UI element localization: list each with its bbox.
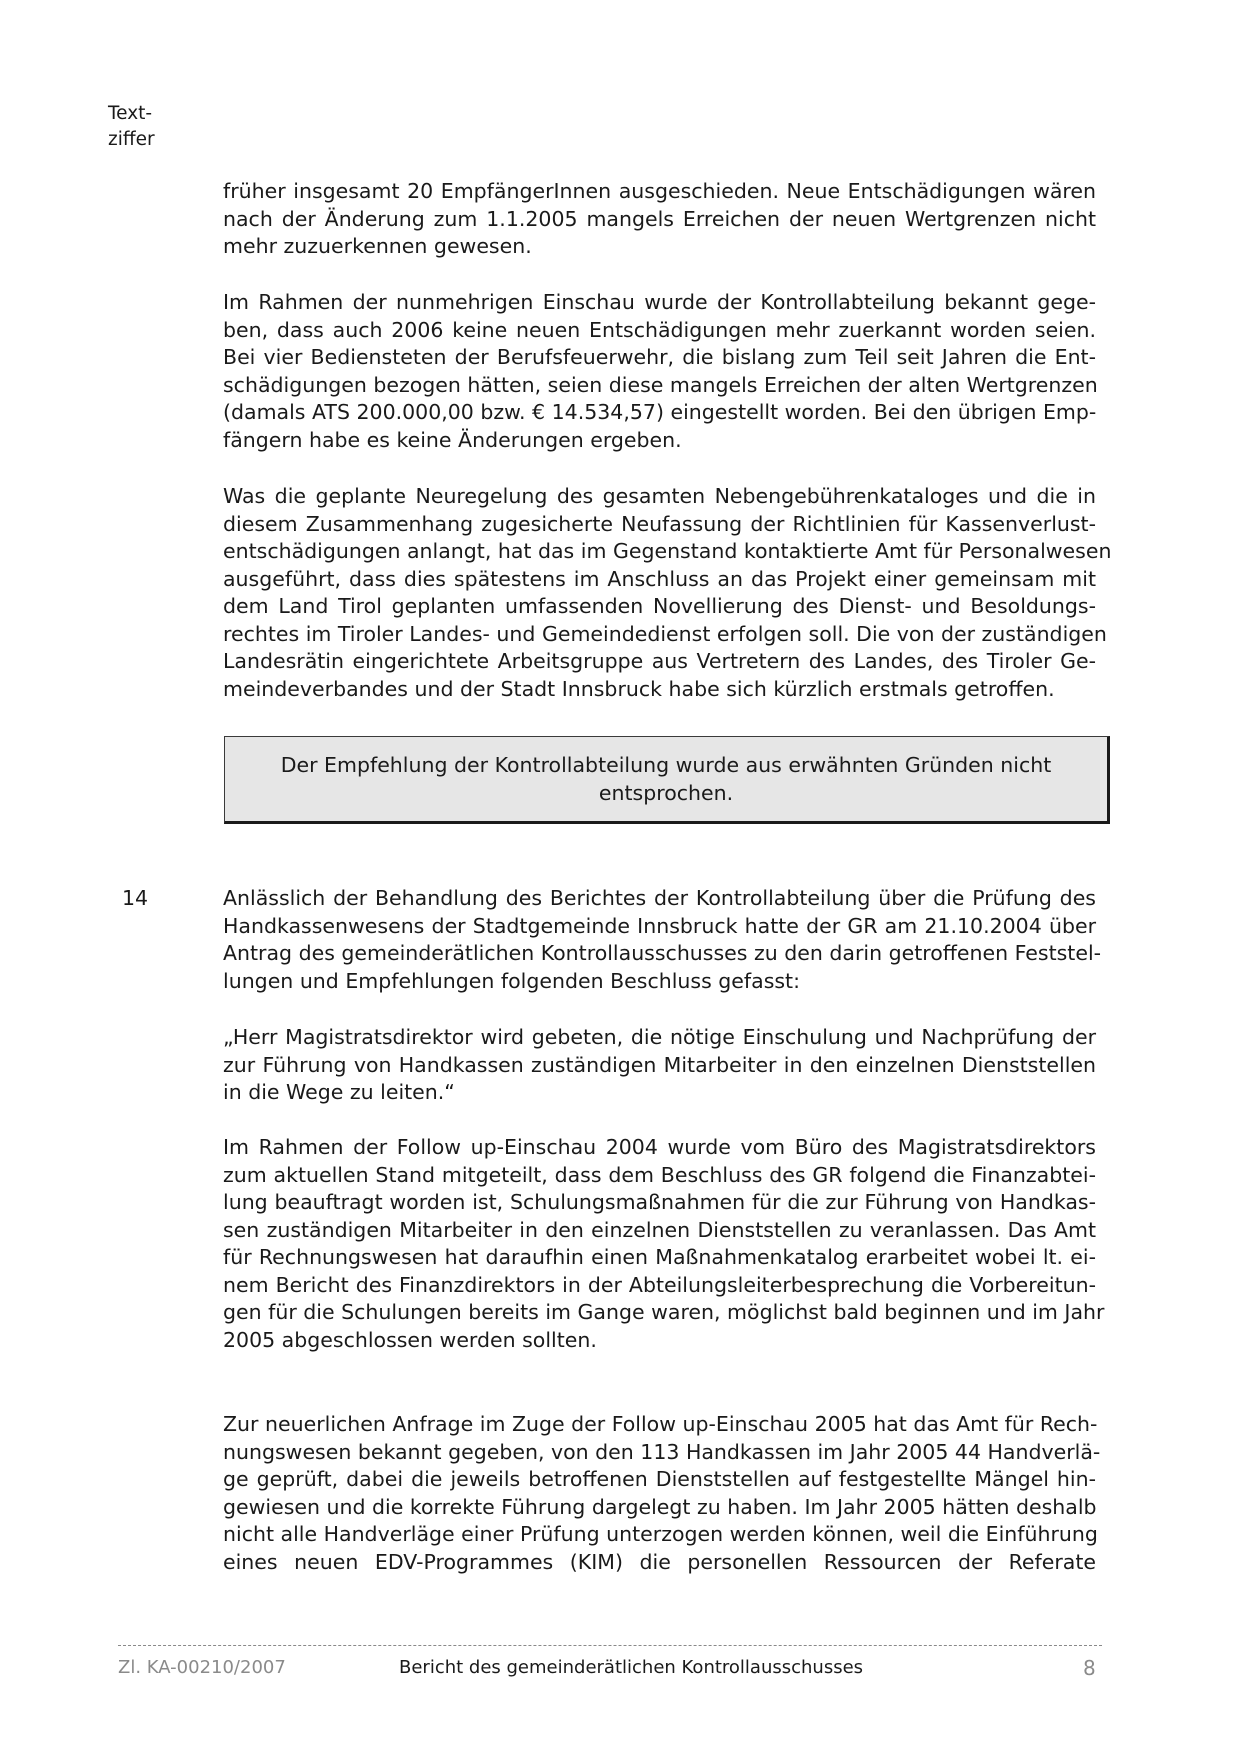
text-line: ausgeführt, dass dies spätestens im Anschluss an das Projekt einer gemeinsam mit — [223, 566, 1096, 591]
text-line: Landesrätin eingerichtete Arbeitsgruppe aus Vertretern des Landes, des Tiroler Ge- — [223, 649, 1096, 673]
callout-line: Der Empfehlung der Kontrollabteilung wurde aus erwähnten Gründen nicht — [280, 753, 1052, 777]
text-line: Zur neuerlichen Anfrage im Zuge der Follow up-Einschau 2005 hat das Amt für Rech- — [223, 1412, 1098, 1436]
paragraph-block-2 — [223, 289, 1096, 454]
text-line: Was die geplante Neuregelung des gesamten Nebengebührenkataloges und die in — [223, 484, 1096, 508]
text-line: zur Führung von Handkassen zuständigen Mitarbeiter in den einzelnen Dienststellen — [223, 1052, 1096, 1077]
text-line: sen zuständigen Mitarbeiter in den einzelnen Dienststellen zu veranlassen. Das Amt — [223, 1217, 1096, 1242]
text-line: schädigungen bezogen hätten, seien diese mangels Erreichen der alten Wertgrenzen — [223, 372, 1098, 397]
text-line: in die Wege zu leiten.“ — [223, 1080, 455, 1104]
text-line: lungen und Empfehlungen folgenden Beschluss gefasst: — [223, 968, 801, 993]
footer-reference: Zl. KA-00210/2007 — [118, 1657, 286, 1678]
text-line: entschädigungen anlangt, hat das im Gegenstand kontaktierte Amt für Personalwesen — [223, 539, 1112, 563]
paragraph-block-1 — [223, 178, 1096, 261]
footer-title: Bericht des gemeinderätlichen Kontrollausschusses — [399, 1657, 864, 1678]
text-line: dem Land Tirol geplanten umfassenden Novellierung des Dienst- und Besoldungs- — [223, 594, 1096, 618]
text-line: lung beauftragt worden ist, Schulungsmaßnahmen für die zur Führung von Handkas- — [223, 1190, 1096, 1214]
quoted-resolution — [223, 1024, 1096, 1107]
text-line: gen für die Schulungen bereits im Gange waren, möglichst bald beginnen und im Jahr — [223, 1300, 1105, 1324]
text-line: für Rechnungswesen hat daraufhin einen Maßnahmenkatalog erarbeitet wobei lt. ei- — [223, 1245, 1096, 1269]
text-line: nem Bericht des Finanzdirektors in der Abteilungsleiterbesprechung die Vorbereitun- — [223, 1272, 1096, 1297]
callout-line: entsprochen. — [598, 781, 734, 805]
text-line: eines neuen EDV-Programmes (KIM) die personellen Ressourcen der Referate — [223, 1549, 1096, 1574]
text-line: Im Rahmen der nunmehrigen Einschau wurde der Kontrollabteilung bekannt gege- — [223, 290, 1096, 314]
paragraph-block-3 — [223, 483, 1112, 703]
text-line: 2005 abgeschlossen werden sollten. — [223, 1327, 597, 1352]
recommendation-status-box — [224, 736, 1110, 824]
text-line: ge geprüft, dabei die jeweils betroffenen Dienststellen auf festgestellte Mängel hin- — [223, 1467, 1096, 1491]
paragraph-section14-block-1 — [223, 885, 1102, 995]
text-line: nach der Änderung zum 1.1.2005 mangels Erreichen der neuen Wertgrenzen nicht — [223, 206, 1096, 231]
margin-label-textziffer — [108, 101, 188, 153]
paragraph-section14-block-3 — [223, 1411, 1101, 1576]
text-line: rechtes im Tiroler Landes- und Gemeindedienst erfolgen soll. Die von der zuständigen — [223, 621, 1107, 646]
text-line: gewiesen und die korrekte Führung dargelegt zu haben. Im Jahr 2005 hätten deshalb — [223, 1494, 1097, 1519]
text-line: früher insgesamt 20 EmpfängerInnen ausgeschieden. Neue Entschädigungen wären — [223, 179, 1096, 203]
text-line: ben, dass auch 2006 keine neuen Entschädigungen mehr zuerkannt worden seien. — [223, 317, 1096, 342]
text-line: Im Rahmen der Follow up-Einschau 2004 wurde vom Büro des Magistratsdirektors — [223, 1135, 1096, 1159]
text-line: Handkassenwesens der Stadtgemeinde Innsbruck hatte der GR am 21.10.2004 über — [223, 913, 1096, 938]
text-line: Antrag des gemeinderätlichen Kontrollausschusses zu den darin getroffenen Feststel- — [223, 941, 1102, 965]
text-line: nicht alle Handverläge einer Prüfung unterzogen werden können, weil die Einführung — [223, 1522, 1098, 1546]
text-line: Bei vier Bediensteten der Berufsfeuerwehr, die bislang zum Teil seit Jahren die Ent- — [223, 345, 1096, 369]
text-line: zum aktuellen Stand mitgeteilt, dass dem Beschluss des GR folgend die Finanzabtei- — [223, 1162, 1096, 1187]
text-line: fängern habe es keine Änderungen ergeben. — [223, 427, 682, 452]
text-line: mehr zuzuerkennen gewesen. — [223, 234, 532, 258]
margin-label-line-1: Text- — [108, 103, 153, 124]
text-line: „Herr Magistratsdirektor wird gebeten, die nötige Einschulung und Nachprüfung der — [223, 1025, 1096, 1049]
textziffer-number: 14 — [122, 886, 149, 910]
text-line: Anlässlich der Behandlung des Berichtes der Kontrollabteilung über die Prüfung des — [223, 886, 1096, 910]
footer-divider — [118, 1645, 1102, 1646]
paragraph-section14-block-2 — [223, 1134, 1105, 1354]
margin-label-line-2: ziffer — [108, 129, 155, 150]
text-line: (damals ATS 200.000,00 bzw. € 14.534,57) eingestellt worden. Bei den übrigen Emp- — [223, 400, 1097, 424]
text-line: diesem Zusammenhang zugesicherte Neufassung der Richtlinien für Kassenverlust- — [223, 511, 1096, 536]
text-line: meindeverbandes und der Stadt Innsbruck habe sich kürzlich erstmals getroffen. — [223, 676, 1055, 701]
page-number: 8 — [1083, 1656, 1096, 1680]
text-line: nungswesen bekannt gegeben, von den 113 Handkassen im Jahr 2005 44 Handverlä- — [223, 1439, 1101, 1464]
